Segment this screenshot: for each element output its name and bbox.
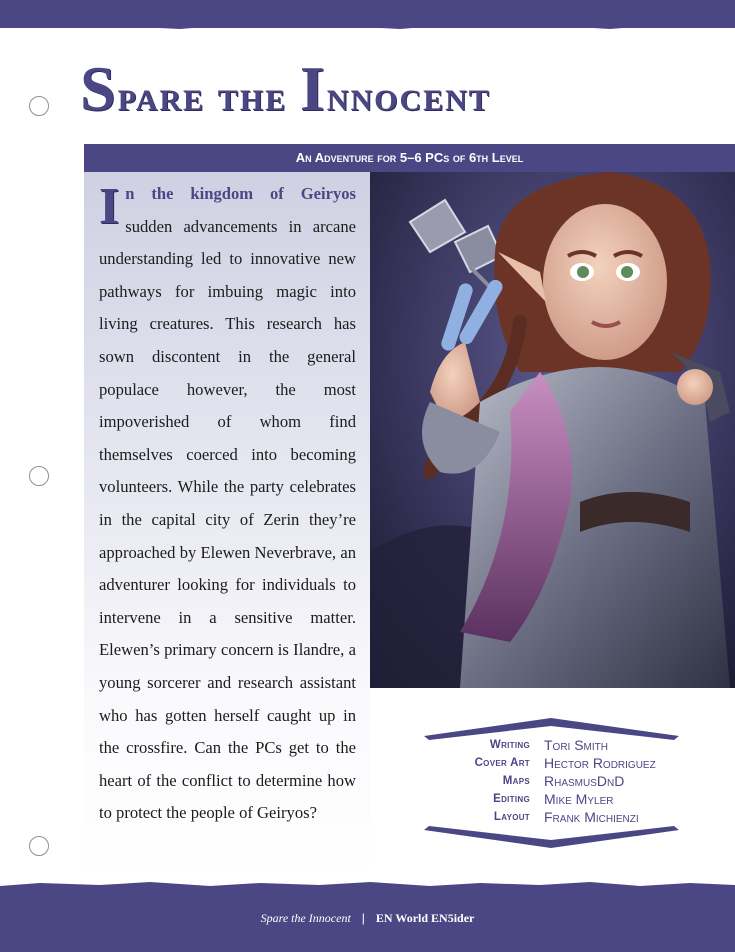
credit-name: Tori Smith	[544, 737, 608, 753]
subtitle-banner: An Adventure for 5–6 PCs of 6th Level	[84, 144, 735, 172]
cover-art-elf-sorcerer	[370, 172, 735, 688]
credits-box	[424, 718, 679, 848]
footer-title: Spare the Innocent	[260, 911, 351, 925]
drop-cap: I	[99, 178, 120, 235]
title-part-1: pare the	[117, 73, 300, 120]
top-border-rough-edge	[0, 22, 735, 32]
intro-lead-in: n the kingdom of Geiryos	[125, 184, 356, 203]
footer-separator: |	[361, 911, 365, 925]
binder-hole-bottom	[29, 836, 49, 856]
credit-row-layout	[424, 808, 679, 826]
credit-name: RhasmusDnD	[544, 773, 625, 789]
credit-name: Hector Rodriguez	[544, 755, 656, 771]
credit-row-writing	[424, 736, 679, 754]
credit-role: Editing	[493, 793, 530, 805]
intro-body: sudden advancements in arcane understanding led to innovative new pathways for imbuing magic into living creatures. This research has sown discontent in the general populace however, the most impoverished of whom find themselves coerced into becoming volunteers. While the party celebrates in the capital city of Zerin they’re approached by Elewen Neverbrave, an adventurer looking for individuals to intervene in a sensitive matter. Elewen’s primary concern is Ilandre, a young sorcerer and research assistant who has gotten herself caught up in the crossfire. Can the PCs get to the heart of the conflict to determine how to protect the people of Geiryos?	[99, 216, 356, 823]
credit-row-cover-art	[424, 754, 679, 772]
cover-illustration	[370, 172, 735, 688]
intro-paragraph	[99, 178, 356, 830]
title-initial-1: S	[80, 53, 118, 124]
binder-hole-top	[29, 96, 49, 116]
credit-row-editing	[424, 790, 679, 808]
title-initial-2: I	[299, 53, 327, 124]
credit-name: Mike Myler	[544, 791, 614, 807]
binder-hole-middle	[29, 466, 49, 486]
title-part-2: nnocent	[326, 73, 491, 120]
credit-name: Frank Michienzi	[544, 809, 639, 825]
page-footer	[0, 910, 735, 926]
credit-role: Maps	[502, 775, 530, 787]
credit-role: Cover Art	[474, 757, 530, 769]
credit-row-maps	[424, 772, 679, 790]
footer-brand: EN World EN5ider	[375, 911, 475, 925]
credit-role: Layout	[493, 811, 530, 823]
page-title	[80, 52, 700, 122]
credit-role: Writing	[489, 739, 530, 751]
